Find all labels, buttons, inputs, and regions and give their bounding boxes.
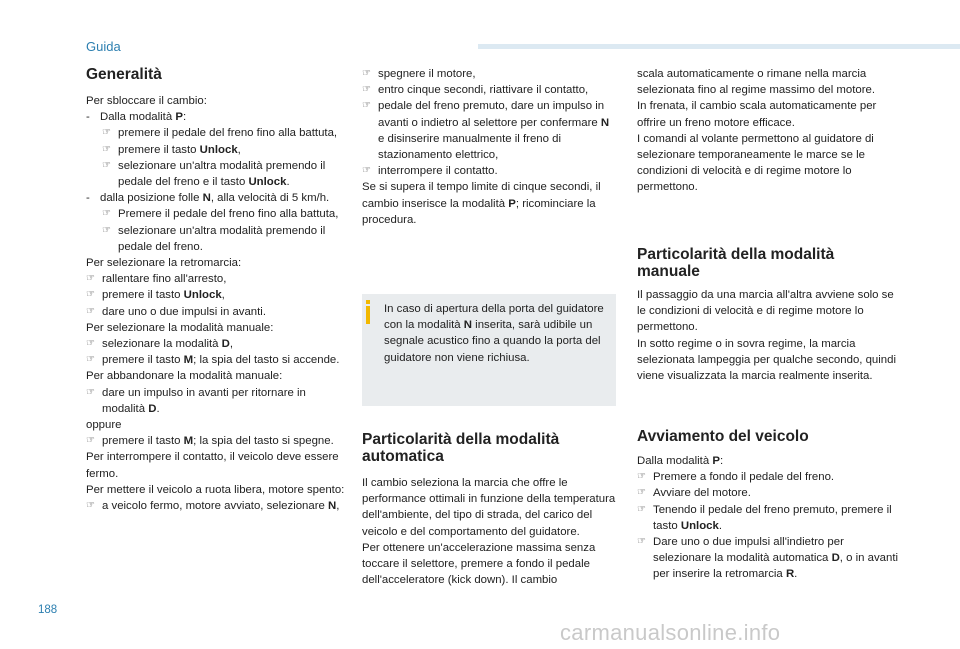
bullet-item: ☞ Tenendo il pedale del freno premuto, premere il tasto Unlock.: [637, 503, 892, 532]
sub-bullet-item: ☞ selezionare un'altra modalità premendo il pedale del freno e il tasto Unlock.: [102, 159, 326, 189]
bullet-item: ☞ Dare uno o due impulsi all'indietro per selezionare la modalità automatica D, o in avanti per inserire la retromarcia R.: [637, 536, 899, 581]
header-section-label: Guida: [86, 39, 121, 54]
dash-marker: -: [86, 192, 90, 205]
generalita-body: [86, 93, 348, 514]
info-icon-dot: [366, 300, 370, 304]
paragraph: Per selezionare la modalità manuale:: [86, 321, 274, 334]
bullet-item: ☞ spegnere il motore,: [362, 66, 618, 82]
bullet-item: ☞ premere il tasto M; la spia del tasto si spegne.: [86, 433, 348, 449]
paragraph: I comandi al volante permettono al guidatore di selezionare temporaneamente le marce se le condizioni di velocità e di regime motore lo permettono.: [637, 132, 874, 194]
arrow-bullet-icon: ☞: [86, 354, 95, 366]
watermark: carmanualsonline.info: [560, 620, 781, 645]
paragraph: Per selezionare la retromarcia:: [86, 257, 242, 270]
automatica-body: [362, 475, 618, 588]
paragraph: In frenata, il cambio scala automaticamente per offrire un freno motore efficace.: [637, 100, 877, 129]
avviamento-body: [637, 453, 899, 583]
arrow-bullet-icon: ☞: [637, 536, 646, 548]
arrow-bullet-icon: ☞: [362, 68, 371, 79]
heading-automatica: Particolarità della modalità automatica: [362, 431, 560, 465]
column-3-body: [637, 66, 899, 196]
arrow-bullet-icon: ☞: [362, 100, 371, 112]
sub-bullet-item: ☞ premere il tasto Unlock,: [86, 142, 348, 158]
arrow-bullet-icon: ☞: [86, 273, 95, 285]
arrow-bullet-icon: ☞: [637, 471, 646, 483]
arrow-bullet-icon: ☞: [86, 435, 95, 447]
paragraph: In sotto regime o in sovra regime, la marcia selezionata lampeggia per qualche secondo, quindi viene visualizzata la marcia realmente inserita.: [637, 337, 897, 383]
arrow-bullet-icon: ☞: [86, 305, 95, 317]
paragraph: Per abbandonare la modalità manuale:: [86, 370, 283, 383]
paragraph: Per ottenere un'accelerazione massima senza toccare il selettore, premere a fondo il pedale dell'acceleratore (kick down). Il cambio: [362, 541, 596, 587]
sub-bullet-item: ☞ selezionare un'altra modalità premendo il pedale del freno.: [102, 224, 326, 253]
arrow-bullet-icon: ☞: [637, 487, 646, 499]
dash-item: - Dalla modalità P:: [86, 109, 348, 125]
bullet-item: ☞ selezionare la modalità D,: [86, 336, 348, 352]
bullet-item: ☞ interrompere il contatto.: [362, 163, 618, 179]
paragraph: scala automaticamente o rimane nella marcia selezionata fino al regime massimo del motore.: [637, 68, 876, 97]
arrow-bullet-icon: ☞: [362, 84, 371, 96]
paragraph: oppure: [86, 419, 122, 432]
paragraph: Dalla modalità P:: [637, 455, 724, 467]
arrow-bullet-icon: ☞: [102, 224, 111, 236]
dash-item: - dalla posizione folle N, alla velocità di 5 km/h.: [86, 190, 348, 206]
paragraph: Se si supera il tempo limite di cinque secondi, il cambio inserisce la modalità P; ricominciare la procedura.: [362, 181, 601, 226]
arrow-bullet-icon: ☞: [102, 208, 111, 220]
paragraph: Il passaggio da una marcia all'altra avviene solo se le condizioni di velocità e di regime motore lo permettono.: [637, 289, 894, 334]
bullet-item: ☞ Avviare del motore.: [637, 485, 899, 501]
bullet-item: ☞ premere il tasto M; la spia del tasto si accende.: [86, 352, 348, 368]
column-2-body: [362, 66, 618, 228]
manuale-body: [637, 287, 899, 384]
heading-generalita: Generalità: [86, 66, 162, 83]
bullet-item: ☞ Premere a fondo il pedale del freno.: [637, 469, 899, 485]
bullet-item: ☞ dare uno o due impulsi in avanti.: [86, 304, 348, 320]
arrow-bullet-icon: ☞: [86, 289, 95, 301]
arrow-bullet-icon: ☞: [86, 338, 95, 350]
paragraph: Il cambio seleziona la marcia che offre le performance ottimali in funzione della temperatura dell'ambiente, del tipo di strada, del carico del veicolo e del comportamento del guidatore.: [362, 477, 616, 538]
bullet-item: ☞ premere il tasto Unlock,: [86, 287, 348, 303]
dash-marker: -: [86, 111, 90, 124]
sub-bullet-item: ☞ Premere il pedale del freno fino alla battuta,: [86, 206, 348, 222]
arrow-bullet-icon: ☞: [362, 165, 371, 177]
info-text: In caso di apertura della porta del guidatore con la modalità N inserita, sarà udibile un segnale acustico fino a quando la porta del guidatore non viene richiusa.: [384, 303, 604, 364]
arrow-bullet-icon: ☞: [102, 143, 111, 155]
sub-bullet-item: ☞ premere il pedale del freno fino alla battuta,: [86, 125, 348, 141]
paragraph: Per interrompere il contatto, il veicolo deve essere fermo.: [86, 451, 339, 480]
arrow-bullet-icon: ☞: [86, 386, 95, 398]
arrow-bullet-icon: ☞: [102, 127, 111, 139]
page-number: 188: [38, 604, 58, 616]
info-icon: [366, 306, 370, 324]
bullet-item: ☞ a veicolo fermo, motore avviato, selezionare N,: [86, 498, 348, 514]
arrow-bullet-icon: ☞: [86, 500, 95, 512]
arrow-bullet-icon: ☞: [102, 159, 111, 171]
arrow-bullet-icon: ☞: [637, 503, 646, 515]
bullet-item: ☞ entro cinque secondi, riattivare il contatto,: [362, 82, 618, 98]
paragraph: Per sbloccare il cambio:: [86, 95, 207, 107]
header-bar: [478, 44, 960, 49]
heading-avviamento: Avviamento del veicolo: [637, 428, 809, 445]
bullet-item: ☞ pedale del freno premuto, dare un impulso in avanti o indietro al selettore per confermare N e disinserire manualmente il freno di stazionamento elettrico,: [362, 100, 610, 162]
bullet-item: ☞ dare un impulso in avanti per ritornare in modalità D.: [86, 386, 306, 415]
heading-manuale: Particolarità della modalità manuale: [637, 246, 835, 280]
paragraph: Per mettere il veicolo a ruota libera, motore spento:: [86, 483, 345, 496]
bullet-item: ☞ rallentare fino all'arresto,: [86, 271, 348, 287]
